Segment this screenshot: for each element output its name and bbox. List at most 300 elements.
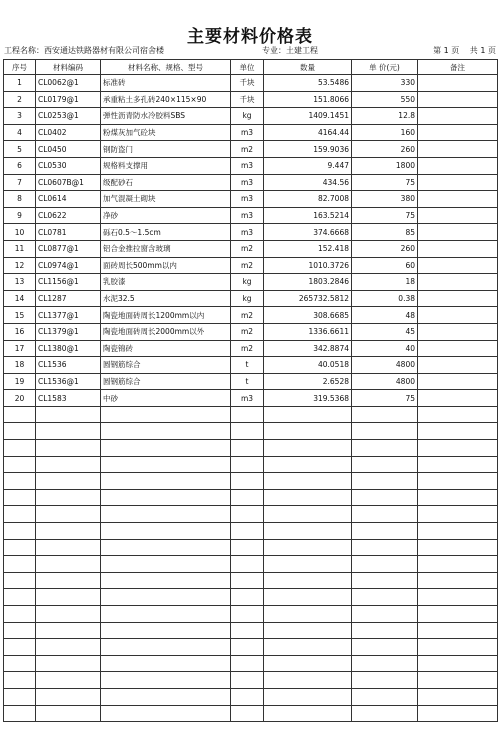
empty-cell <box>101 556 231 573</box>
empty-cell <box>418 539 498 556</box>
empty-cell <box>231 456 264 473</box>
empty-cell <box>36 589 101 606</box>
project-name: 工程名称：西安通达铁路器材有限公司宿舍楼 <box>4 46 164 55</box>
cell-note <box>418 357 498 374</box>
empty-cell <box>231 489 264 506</box>
cell-code: CL0614 <box>36 191 101 208</box>
cell-name: 陶瓷地面砖周长2000mm以外 <box>101 323 231 340</box>
cell-unit: m3 <box>231 207 264 224</box>
cell-no: 15 <box>4 307 36 324</box>
empty-cell <box>101 572 231 589</box>
empty-cell <box>231 572 264 589</box>
empty-cell <box>101 672 231 689</box>
cell-name: 级配砂石 <box>101 174 231 191</box>
cell-note <box>418 240 498 257</box>
cell-name: 标准砖 <box>101 75 231 92</box>
empty-cell <box>36 556 101 573</box>
empty-cell <box>352 456 418 473</box>
empty-cell <box>4 672 36 689</box>
cell-qty: 1409.1451 <box>264 108 352 125</box>
cell-unit: 千块 <box>231 75 264 92</box>
cell-name: 圆钢筋综合 <box>101 357 231 374</box>
cell-code: CL0974@1 <box>36 257 101 274</box>
empty-cell <box>4 688 36 705</box>
cell-unit: m2 <box>231 323 264 340</box>
empty-cell <box>352 556 418 573</box>
empty-cell <box>418 523 498 540</box>
empty-cell <box>36 672 101 689</box>
cell-no: 18 <box>4 357 36 374</box>
empty-cell <box>418 705 498 722</box>
cell-unit: m3 <box>231 157 264 174</box>
cell-unit: 千块 <box>231 91 264 108</box>
table-row <box>4 207 498 224</box>
empty-cell <box>4 406 36 423</box>
col-header-name: 材料名称、规格、型号 <box>101 60 231 75</box>
empty-cell <box>231 506 264 523</box>
empty-cell <box>418 572 498 589</box>
cell-name: 铝合金推拉窗含玻璃 <box>101 240 231 257</box>
empty-row <box>4 639 498 656</box>
empty-cell <box>231 655 264 672</box>
cell-code: CL0253@1 <box>36 108 101 125</box>
cell-name: 面砖周长500mm以内 <box>101 257 231 274</box>
empty-cell <box>36 523 101 540</box>
empty-row <box>4 705 498 722</box>
table-row <box>4 323 498 340</box>
empty-cell <box>4 639 36 656</box>
cell-name: 粉煤灰加气砼块 <box>101 124 231 141</box>
empty-cell <box>101 523 231 540</box>
cell-unit: m2 <box>231 141 264 158</box>
cell-price: 12.8 <box>352 108 418 125</box>
cell-note <box>418 323 498 340</box>
cell-price: 85 <box>352 224 418 241</box>
cell-unit: m2 <box>231 257 264 274</box>
cell-qty: 319.5368 <box>264 390 352 407</box>
cell-price: 75 <box>352 207 418 224</box>
cell-code: CL1380@1 <box>36 340 101 357</box>
empty-row <box>4 456 498 473</box>
empty-cell <box>264 473 352 490</box>
cell-no: 16 <box>4 323 36 340</box>
empty-cell <box>231 440 264 457</box>
cell-note <box>418 157 498 174</box>
empty-row <box>4 440 498 457</box>
cell-price: 260 <box>352 141 418 158</box>
empty-cell <box>231 473 264 490</box>
cell-qty: 151.8066 <box>264 91 352 108</box>
cell-unit: kg <box>231 274 264 291</box>
cell-no: 11 <box>4 240 36 257</box>
empty-cell <box>418 423 498 440</box>
empty-cell <box>4 539 36 556</box>
cell-name: 陶瓷锦砖 <box>101 340 231 357</box>
empty-cell <box>352 489 418 506</box>
cell-code: CL0607B@1 <box>36 174 101 191</box>
empty-row <box>4 406 498 423</box>
table-row <box>4 141 498 158</box>
cell-note <box>418 390 498 407</box>
cell-qty: 159.9036 <box>264 141 352 158</box>
empty-cell <box>418 622 498 639</box>
empty-cell <box>264 688 352 705</box>
table-row <box>4 157 498 174</box>
empty-cell <box>101 705 231 722</box>
cell-qty: 40.0518 <box>264 357 352 374</box>
header-row <box>4 60 498 75</box>
cell-qty: 2.6528 <box>264 373 352 390</box>
empty-cell <box>4 523 36 540</box>
empty-cell <box>4 423 36 440</box>
table-row <box>4 257 498 274</box>
empty-row <box>4 589 498 606</box>
cell-code: CL0402 <box>36 124 101 141</box>
col-header-no: 序号 <box>4 60 36 75</box>
cell-no: 20 <box>4 390 36 407</box>
empty-cell <box>352 572 418 589</box>
cell-price: 0.38 <box>352 290 418 307</box>
cell-code: CL0877@1 <box>36 240 101 257</box>
cell-no: 19 <box>4 373 36 390</box>
table-row <box>4 224 498 241</box>
cell-price: 18 <box>352 274 418 291</box>
empty-cell <box>352 622 418 639</box>
empty-cell <box>231 556 264 573</box>
empty-cell <box>418 406 498 423</box>
cell-name: 承重粘土多孔砖240×115×90 <box>101 91 231 108</box>
cell-code: CL0530 <box>36 157 101 174</box>
cell-code: CL1379@1 <box>36 323 101 340</box>
cell-name: 砾石0.5～1.5cm <box>101 224 231 241</box>
cell-unit: m2 <box>231 240 264 257</box>
cell-price: 380 <box>352 191 418 208</box>
table-row <box>4 390 498 407</box>
cell-code: CL0062@1 <box>36 75 101 92</box>
cell-code: CL1156@1 <box>36 274 101 291</box>
cell-no: 14 <box>4 290 36 307</box>
cell-no: 17 <box>4 340 36 357</box>
table-row <box>4 307 498 324</box>
table-row <box>4 124 498 141</box>
empty-cell <box>36 440 101 457</box>
empty-cell <box>352 440 418 457</box>
empty-cell <box>264 506 352 523</box>
table-row <box>4 108 498 125</box>
page-indicator: 第 1 页 共 1 页 <box>433 46 496 55</box>
cell-code: CL0622 <box>36 207 101 224</box>
empty-cell <box>4 655 36 672</box>
table-row <box>4 373 498 390</box>
empty-cell <box>101 622 231 639</box>
empty-cell <box>418 506 498 523</box>
empty-cell <box>418 672 498 689</box>
cell-note <box>418 191 498 208</box>
cell-no: 3 <box>4 108 36 125</box>
empty-cell <box>418 473 498 490</box>
empty-cell <box>418 589 498 606</box>
cell-price: 330 <box>352 75 418 92</box>
cell-code: CL0450 <box>36 141 101 158</box>
cell-qty: 308.6685 <box>264 307 352 324</box>
empty-cell <box>352 589 418 606</box>
empty-cell <box>264 639 352 656</box>
cell-price: 75 <box>352 390 418 407</box>
empty-cell <box>36 473 101 490</box>
cell-note <box>418 108 498 125</box>
cell-code: CL1287 <box>36 290 101 307</box>
cell-code: CL0781 <box>36 224 101 241</box>
empty-row <box>4 556 498 573</box>
empty-cell <box>4 456 36 473</box>
empty-cell <box>352 473 418 490</box>
cell-no: 6 <box>4 157 36 174</box>
empty-cell <box>36 456 101 473</box>
cell-note <box>418 141 498 158</box>
empty-cell <box>352 655 418 672</box>
empty-cell <box>264 655 352 672</box>
table-row <box>4 240 498 257</box>
cell-no: 9 <box>4 207 36 224</box>
cell-unit: m3 <box>231 390 264 407</box>
empty-cell <box>4 473 36 490</box>
empty-cell <box>264 523 352 540</box>
empty-cell <box>264 589 352 606</box>
cell-name: 净砂 <box>101 207 231 224</box>
cell-qty: 374.6668 <box>264 224 352 241</box>
col-header-note: 备注 <box>418 60 498 75</box>
cell-price: 75 <box>352 174 418 191</box>
empty-cell <box>101 473 231 490</box>
empty-cell <box>101 440 231 457</box>
empty-cell <box>352 406 418 423</box>
cell-note <box>418 373 498 390</box>
cell-unit: m2 <box>231 340 264 357</box>
empty-cell <box>352 506 418 523</box>
empty-cell <box>4 556 36 573</box>
cell-unit: m3 <box>231 191 264 208</box>
empty-cell <box>36 639 101 656</box>
empty-cell <box>231 639 264 656</box>
empty-cell <box>264 556 352 573</box>
table-row <box>4 357 498 374</box>
cell-name: 弹性沥青防水冷胶料SBS <box>101 108 231 125</box>
empty-cell <box>4 440 36 457</box>
cell-name: 中砂 <box>101 390 231 407</box>
cell-qty: 152.418 <box>264 240 352 257</box>
empty-cell <box>101 589 231 606</box>
cell-unit: m3 <box>231 174 264 191</box>
table-row <box>4 91 498 108</box>
empty-cell <box>418 639 498 656</box>
empty-cell <box>231 406 264 423</box>
empty-cell <box>264 705 352 722</box>
empty-cell <box>231 672 264 689</box>
cell-code: CL1583 <box>36 390 101 407</box>
empty-cell <box>101 655 231 672</box>
empty-cell <box>418 440 498 457</box>
cell-note <box>418 124 498 141</box>
table-row <box>4 290 498 307</box>
page-title: 主要材料价格表 <box>187 27 313 47</box>
empty-cell <box>418 489 498 506</box>
empty-cell <box>36 423 101 440</box>
cell-name: 钢防盗门 <box>101 141 231 158</box>
empty-cell <box>264 489 352 506</box>
empty-cell <box>231 688 264 705</box>
specialty: 专业：土建工程 <box>262 46 318 55</box>
empty-cell <box>418 655 498 672</box>
col-header-code: 材料编码 <box>36 60 101 75</box>
table-row <box>4 174 498 191</box>
empty-cell <box>36 688 101 705</box>
empty-cell <box>101 606 231 623</box>
cell-qty: 434.56 <box>264 174 352 191</box>
cell-note <box>418 207 498 224</box>
empty-cell <box>101 506 231 523</box>
empty-cell <box>352 705 418 722</box>
empty-cell <box>231 589 264 606</box>
empty-cell <box>231 423 264 440</box>
empty-cell <box>264 440 352 457</box>
cell-no: 13 <box>4 274 36 291</box>
empty-cell <box>264 572 352 589</box>
cell-qty: 1336.6611 <box>264 323 352 340</box>
cell-unit: m3 <box>231 224 264 241</box>
cell-price: 160 <box>352 124 418 141</box>
cell-name: 水泥32.5 <box>101 290 231 307</box>
cell-code: CL1377@1 <box>36 307 101 324</box>
empty-cell <box>231 622 264 639</box>
cell-no: 5 <box>4 141 36 158</box>
cell-name: 圆钢筋综合 <box>101 373 231 390</box>
empty-row <box>4 506 498 523</box>
empty-cell <box>36 506 101 523</box>
empty-cell <box>352 672 418 689</box>
empty-row <box>4 606 498 623</box>
empty-cell <box>352 606 418 623</box>
empty-cell <box>4 572 36 589</box>
empty-cell <box>264 406 352 423</box>
empty-cell <box>101 688 231 705</box>
empty-row <box>4 523 498 540</box>
empty-row <box>4 672 498 689</box>
empty-row <box>4 473 498 490</box>
empty-cell <box>418 456 498 473</box>
empty-cell <box>264 622 352 639</box>
cell-unit: m2 <box>231 307 264 324</box>
cell-qty: 342.8874 <box>264 340 352 357</box>
cell-note <box>418 91 498 108</box>
empty-row <box>4 572 498 589</box>
cell-qty: 163.5214 <box>264 207 352 224</box>
empty-cell <box>264 423 352 440</box>
empty-cell <box>36 539 101 556</box>
table-row <box>4 340 498 357</box>
empty-cell <box>264 456 352 473</box>
empty-cell <box>4 506 36 523</box>
empty-row <box>4 688 498 705</box>
empty-cell <box>352 523 418 540</box>
cell-unit: t <box>231 357 264 374</box>
cell-code: CL1536@1 <box>36 373 101 390</box>
empty-cell <box>231 705 264 722</box>
table-row <box>4 191 498 208</box>
col-header-unit: 单位 <box>231 60 264 75</box>
cell-note <box>418 75 498 92</box>
col-header-price: 单 价(元) <box>352 60 418 75</box>
empty-cell <box>4 489 36 506</box>
cell-price: 4800 <box>352 357 418 374</box>
cell-qty: 82.7008 <box>264 191 352 208</box>
empty-cell <box>418 688 498 705</box>
cell-unit: t <box>231 373 264 390</box>
empty-cell <box>352 639 418 656</box>
empty-cell <box>101 406 231 423</box>
cell-note <box>418 257 498 274</box>
cell-no: 12 <box>4 257 36 274</box>
cell-no: 2 <box>4 91 36 108</box>
empty-cell <box>231 606 264 623</box>
empty-cell <box>352 539 418 556</box>
cell-unit: m3 <box>231 124 264 141</box>
empty-cell <box>36 489 101 506</box>
empty-cell <box>4 622 36 639</box>
cell-name: 乳胶漆 <box>101 274 231 291</box>
cell-qty: 9.447 <box>264 157 352 174</box>
empty-cell <box>264 539 352 556</box>
cell-name: 规格料支撑用 <box>101 157 231 174</box>
cell-note <box>418 290 498 307</box>
cell-price: 45 <box>352 323 418 340</box>
cell-qty: 1803.2846 <box>264 274 352 291</box>
empty-row <box>4 622 498 639</box>
cell-price: 1800 <box>352 157 418 174</box>
cell-unit: kg <box>231 290 264 307</box>
empty-cell <box>36 406 101 423</box>
cell-note <box>418 174 498 191</box>
cell-price: 260 <box>352 240 418 257</box>
empty-cell <box>101 639 231 656</box>
empty-cell <box>231 523 264 540</box>
empty-cell <box>418 606 498 623</box>
empty-cell <box>352 688 418 705</box>
cell-name: 加气混凝土砌块 <box>101 191 231 208</box>
cell-qty: 1010.3726 <box>264 257 352 274</box>
cell-unit: kg <box>231 108 264 125</box>
empty-cell <box>36 572 101 589</box>
empty-row <box>4 423 498 440</box>
empty-cell <box>4 705 36 722</box>
empty-cell <box>264 672 352 689</box>
empty-cell <box>101 489 231 506</box>
cell-no: 10 <box>4 224 36 241</box>
empty-cell <box>101 423 231 440</box>
empty-cell <box>101 456 231 473</box>
empty-cell <box>101 539 231 556</box>
table-row <box>4 75 498 92</box>
cell-price: 550 <box>352 91 418 108</box>
empty-row <box>4 489 498 506</box>
cell-note <box>418 307 498 324</box>
col-header-qty: 数量 <box>264 60 352 75</box>
empty-cell <box>36 655 101 672</box>
empty-cell <box>4 589 36 606</box>
table-row <box>4 274 498 291</box>
empty-row <box>4 655 498 672</box>
empty-cell <box>264 606 352 623</box>
empty-cell <box>36 622 101 639</box>
